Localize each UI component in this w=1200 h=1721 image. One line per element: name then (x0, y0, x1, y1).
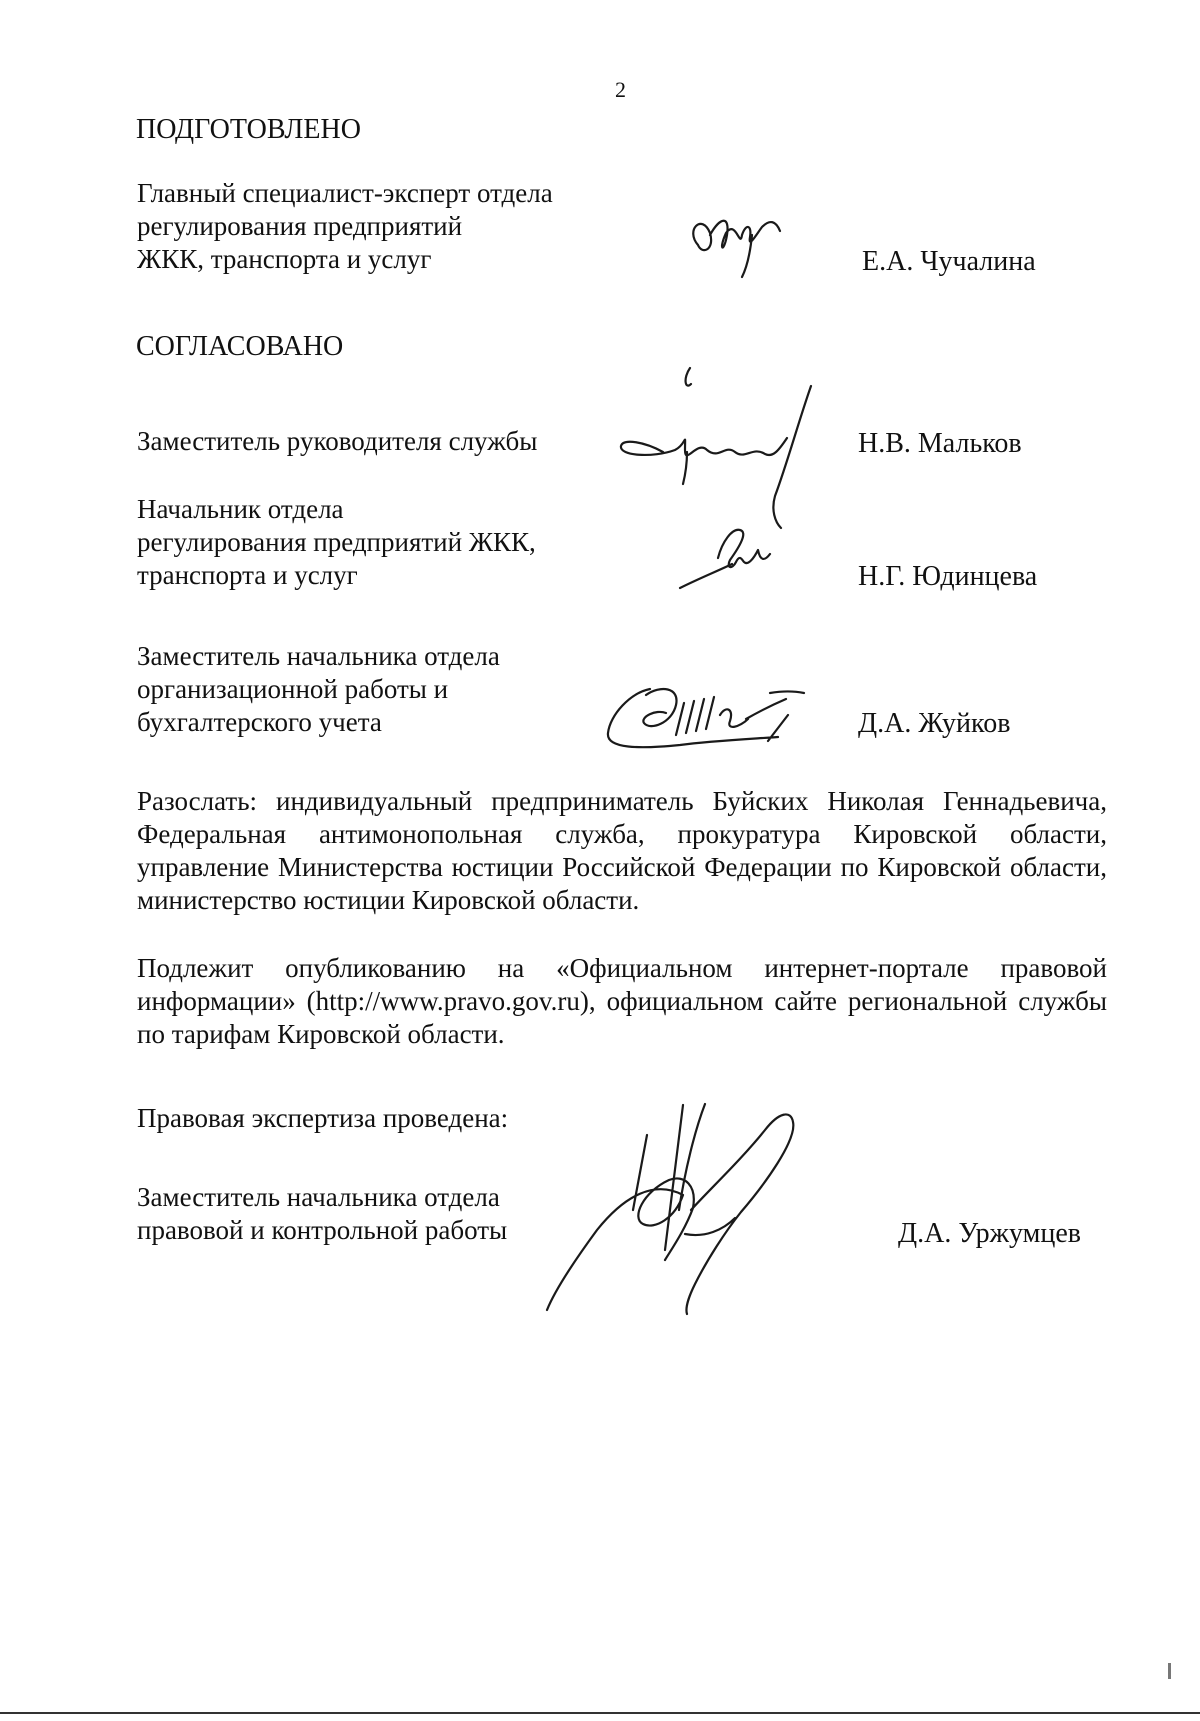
distribution-list: Разослать: индивидуальный предприниматель Буйских Николая Геннадьевича, Федеральная антимонопольная служба, прокуратура Кировской области, управление Министерства юстиции Российской Федерации по Кировской области, министерство юстиции Кировской области. (137, 786, 1107, 915)
signatory-3-position-line-3: бухгалтерского учета (137, 707, 382, 737)
signature-malkov (615, 360, 855, 535)
signatory-2-position-line-2: регулирования предприятий ЖКК, (137, 527, 536, 557)
legal-review-position-line-1: Заместитель начальника отдела (137, 1182, 500, 1212)
prepared-position-line-3: ЖКК, транспорта и услуг (137, 244, 432, 274)
signatory-3-position-line-1: Заместитель начальника отдела (137, 641, 500, 671)
prepared-name: Е.А. Чучалина (862, 246, 1036, 277)
signatory-3-position-line-2: организационной работы и (137, 674, 449, 704)
signature-urzhumtsev (535, 1100, 835, 1315)
legal-review-position-line-2: правовой и контрольной работы (137, 1215, 508, 1245)
signature-yudintseva (670, 520, 790, 595)
scan-edge-line (0, 1712, 1200, 1714)
signatory-3-name: Д.А. Жуйков (858, 708, 1011, 739)
signatory-2-position-line-1: Начальник отдела (137, 494, 344, 524)
signature-chuchalina (680, 205, 800, 285)
signatory-2-name: Н.Г. Юдинцева (858, 561, 1038, 592)
publication-note: Подлежит опубликованию на «Официальном интернет-портале правовой информации» (http://www.pravo.gov.ru), официальном сайте региональной службы по тарифам Кировской области. (137, 953, 1107, 1049)
agreed-heading: СОГЛАСОВАНО (136, 331, 344, 362)
signatory-2-position-line-3: транспорта и услуг (137, 560, 358, 590)
signatory-1-position-line-1: Заместитель руководителя службы (137, 426, 538, 456)
signatory-1-name: Н.В. Мальков (858, 428, 1022, 459)
scan-mark (1168, 1663, 1171, 1679)
prepared-position-line-2: регулирования предприятий (137, 211, 463, 241)
prepared-position-line-1: Главный специалист-эксперт отдела (137, 178, 553, 208)
signature-zhuykov (600, 675, 830, 755)
legal-review-statement: Правовая экспертиза проведена: (137, 1103, 509, 1133)
prepared-heading: ПОДГОТОВЛЕНО (136, 114, 361, 145)
legal-review-name: Д.А. Уржумцев (898, 1218, 1082, 1249)
page-number: 2 (615, 77, 626, 102)
